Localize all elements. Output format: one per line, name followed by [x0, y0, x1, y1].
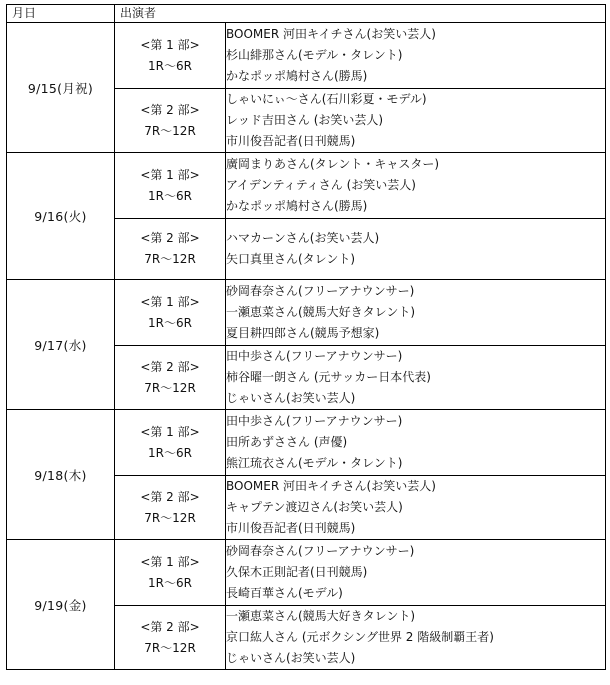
session-cell [115, 540, 226, 606]
date-cell: 9/19(金) [7, 540, 115, 670]
session-cell [115, 280, 226, 346]
cast-member: しゃいにぃ～さん(石川彩夏・モデル) [226, 92, 427, 106]
cast-member: BOOMER 河田キイチさん(お笑い芸人) [226, 27, 436, 41]
session-race-range: 1R～6R [148, 58, 192, 73]
cast-column-header: 出演者 [115, 5, 606, 23]
date-cell: 9/17(水) [7, 280, 115, 410]
cast-member: かなポッポ鳩村さん(勝馬) [226, 199, 368, 213]
schedule-body [7, 23, 606, 670]
cast-cell [226, 540, 606, 606]
cast-member: 一瀬恵菜さん(競馬大好きタレント) [226, 305, 416, 319]
session-race-range: 7R～12R [144, 380, 196, 395]
cast-cell [226, 280, 606, 346]
session-part-label: <第 2 部> [140, 489, 200, 504]
table-row [7, 280, 606, 346]
cast-member: 市川俊吾記者(日刊競馬) [226, 521, 356, 535]
session-race-range: 1R～6R [148, 445, 192, 460]
table-header-row [7, 5, 606, 23]
date-cell: 9/18(木) [7, 410, 115, 540]
session-part-label: <第 2 部> [140, 619, 200, 634]
cast-member: 長崎百華さん(モデル) [226, 586, 343, 600]
session-part-label: <第 2 部> [140, 102, 200, 117]
session-race-range: 7R～12R [144, 123, 196, 138]
session-cell [115, 410, 226, 476]
cast-member: 廣岡まりあさん(タレント・キャスター) [226, 157, 440, 171]
cast-member: キャプテン渡辺さん(お笑い芸人) [226, 500, 403, 514]
session-part-label: <第 1 部> [140, 554, 200, 569]
cast-member: 熊江琉衣さん(モデル・タレント) [226, 456, 403, 470]
session-cell [115, 23, 226, 89]
cast-member: 田中歩さん(フリーアナウンサー) [226, 349, 403, 363]
session-part-label: <第 2 部> [140, 359, 200, 374]
date-cell: 9/15(月祝) [7, 23, 115, 153]
cast-cell [226, 153, 606, 219]
cast-member: 矢口真里さん(タレント) [226, 252, 356, 266]
cast-cell [226, 23, 606, 89]
cast-member: じゃいさん(お笑い芸人) [226, 651, 356, 665]
cast-member: 夏目耕四郎さん(競馬予想家) [226, 326, 380, 340]
cast-cell [226, 89, 606, 153]
session-part-label: <第 1 部> [140, 294, 200, 309]
session-cell [115, 153, 226, 219]
cast-member: じゃいさん(お笑い芸人) [226, 391, 356, 405]
cast-member: 一瀬恵菜さん(競馬大好きタレント) [226, 609, 416, 623]
date-column-header: 月日 [7, 5, 115, 23]
table-row [7, 410, 606, 476]
session-part-label: <第 1 部> [140, 37, 200, 52]
session-race-range: 1R～6R [148, 315, 192, 330]
cast-member: 田所あずささん (声優) [226, 435, 348, 449]
session-race-range: 1R～6R [148, 188, 192, 203]
cast-cell [226, 219, 606, 280]
date-cell: 9/16(火) [7, 153, 115, 280]
cast-member: かなポッポ鳩村さん(勝馬) [226, 69, 368, 83]
cast-member: 砂岡春奈さん(フリーアナウンサー) [226, 284, 415, 298]
cast-member: 砂岡春奈さん(フリーアナウンサー) [226, 544, 415, 558]
cast-member: 市川俊吾記者(日刊競馬) [226, 134, 356, 148]
session-cell [115, 219, 226, 280]
cast-member: 田中歩さん(フリーアナウンサー) [226, 414, 403, 428]
session-part-label: <第 1 部> [140, 424, 200, 439]
session-race-range: 7R～12R [144, 252, 196, 266]
session-race-range: 7R～12R [144, 510, 196, 525]
cast-cell [226, 346, 606, 410]
session-cell [115, 346, 226, 410]
session-part-label: <第 2 部> [140, 231, 200, 245]
cast-member: アイデンティティさん (お笑い芸人) [226, 178, 416, 192]
session-cell [115, 89, 226, 153]
cast-member: 久保木正則記者(日刊競馬) [226, 565, 368, 579]
cast-cell [226, 606, 606, 670]
session-race-range: 1R～6R [148, 575, 192, 590]
cast-member: 柿谷曜一朗さん (元サッカー日本代表) [226, 370, 431, 384]
cast-member: レッド吉田さん (お笑い芸人) [226, 113, 384, 127]
session-part-label: <第 1 部> [140, 167, 200, 182]
table-row [7, 540, 606, 606]
cast-member: 杉山緋那さん(モデル・タレント) [226, 48, 403, 62]
appearance-schedule-table [6, 4, 606, 670]
cast-cell [226, 410, 606, 476]
table-row [7, 23, 606, 89]
table-row [7, 153, 606, 219]
session-race-range: 7R～12R [144, 640, 196, 655]
cast-cell [226, 476, 606, 540]
cast-member: 京口紘人さん (元ボクシング世界 2 階級制覇王者) [226, 630, 494, 644]
session-cell [115, 476, 226, 540]
cast-member: BOOMER 河田キイチさん(お笑い芸人) [226, 479, 436, 493]
session-cell [115, 606, 226, 670]
cast-member: ハマカーンさん(お笑い芸人) [226, 231, 380, 245]
